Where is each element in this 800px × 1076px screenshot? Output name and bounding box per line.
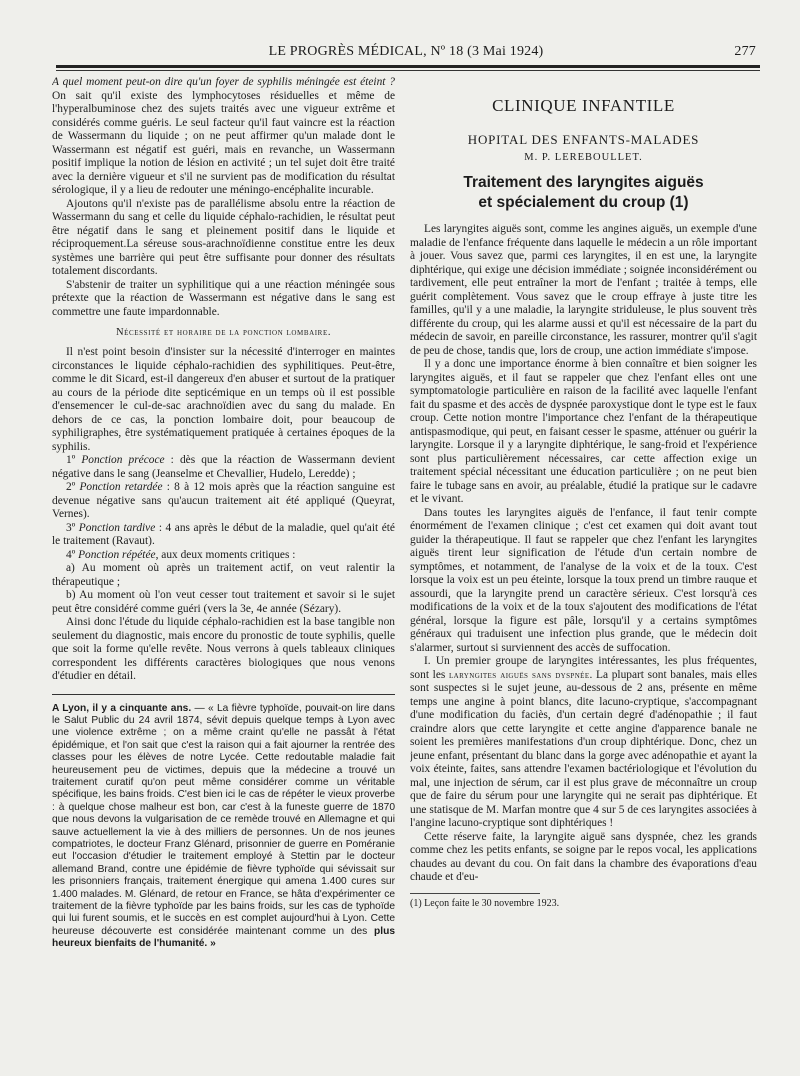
news-paragraph xyxy=(52,703,395,951)
footnote-rule xyxy=(410,893,540,894)
list-item xyxy=(52,549,395,563)
left-column xyxy=(52,76,395,951)
paragraph xyxy=(410,655,757,831)
paragraph: Les laryngites aiguës sont, comme les angines aiguës, un exemple d'une maladie de l'enfance fréquente dans laquelle le médecin a un rôle important à jouer. Vous savez que, parmi ces laryngites, il en est une, la laryngite diphtérique, qui exige une décision immédiate ; soignée inconsidérément ou tardivement, elle peut entraîner la mort de l'enfant ; traitée à temps, elle guérit complètement. Vous savez que le croup effraye à juste titre les familles, qu'il y a une maladie, la laryngite striduleuse, le plus souvent très différente du croup, qui les alarme aussi et qu'il est nécessaire de la part du médecin de savoir, en pareille circonstance, les rassurer, montrer qu'il s'agit de peu de chose, tandis que, lors de croup, une action immédiate s'impose. xyxy=(410,223,757,357)
lead-question: A quel moment peut-on dire qu'un foyer de syphilis méningée est éteint ? xyxy=(52,76,395,88)
list-item xyxy=(52,522,395,549)
list-item xyxy=(52,481,395,522)
paragraph-text: On sait qu'il existe des lymphocytoses résiduelles et même de l'hyperalbuminose chez des sujets traités avec une vigueur extrême et considérés comme guéris. Le seul facteur qu'il faut vaincre est la réaction de Wassermann du liquide ; on ne peut affirmer qu'un malade dont le Wassermann est négatif est guéri, mais en revanche, un Wassermann positif implique la notion de lésion en activité ; un tel sujet doit être traité avec la dernière vigueur et s'il ne survient pas de modification du résultat sérologique, il y a lieu de redouter une méningo-encéphalite incurable. xyxy=(52,89,395,196)
list-number: 3º xyxy=(66,521,79,534)
title-line: Traitement des laryngites aiguës xyxy=(463,174,704,191)
paragraph: Il y a donc une importance énorme à bien connaître et bien soigner les laryngites aiguës, et il faut se rappeler que chez l'enfant elles ont une symptomatologie particulière en raison de la facilité avec laquelle l'enfant fait du spasme et des accès de dyspnée paroxystique dont le type est le faux croup. Cette notion montre l'importance chez l'enfant de la thérapeutique antispasmodique, qui peut, en faisant cesser le spasme, atténuer ou guérir la laryngite. Lorsque il y a laryngite diphtérique, le sang-froid et l'expérience sont plus particulièrement nécessaires, car cette affection exige un traitement spécial nécessitant une éducation particulière ; on ne peut bien faire le tubage sans en avoir, au préalable, étudié la pratique sur le cadavre et le vivant. xyxy=(410,358,757,505)
paragraph xyxy=(52,76,395,198)
news-item xyxy=(52,703,395,951)
section-subheading: Nécessité et horaire de la ponction lombaire. xyxy=(115,327,332,338)
list-label: Ponction retardée xyxy=(79,481,163,493)
list-label: Ponction précoce xyxy=(81,454,165,466)
header-rule-thick xyxy=(56,65,760,68)
article-title xyxy=(410,173,757,213)
right-column xyxy=(410,76,757,910)
header-rule-thin xyxy=(56,70,760,71)
list-text: : 4 ans après le début de la maladie, quel qu'ait été le traitement (Ravaut). xyxy=(52,521,395,547)
paragraph: Ajoutons qu'il n'existe pas de parallélisme absolu entre la réaction de Wassermann du sang et celle du liquide céphalo-rachidien, le résultat peut être négatif dans le sang et pleinement positif dans le liquide et réciproquement.La séreuse sous-arachnoïdienne constitue entre les deux systèmes une barrière qui peut être suffisante pour donner des résultats totalement discordants. xyxy=(52,197,395,277)
list-number: 4º xyxy=(66,548,79,561)
paragraph: Cette réserve faite, la laryngite aiguë sans dyspnée, chez les grands comme chez les petits enfants, se soigne par le repos vocal, les applications chaudes au devant du cou. On fait dans la chambre des évaporations d'eau chaude et d'eu- xyxy=(410,830,757,883)
journal-title: LE PROGRÈS MÉDICAL, Nº 18 (3 Mai 1924) xyxy=(268,44,544,59)
list-subitem: b) Au moment où l'on veut cesser tout traitement et savoir si le sujet peut être considéré comme guéri (vers la 3e, 4e année (Sézary). xyxy=(52,589,395,615)
running-header xyxy=(56,44,756,64)
list-text: : dès que la réaction de Wassermann devient négative dans le sang (Jeanselme et Chevallier, Hudelo, Leredde) ; xyxy=(52,454,395,480)
paragraph-text: . La plupart sont banales, mais elles sont suspectes si le sujet jeune, au-dessous de 2 ans, présente en même temps une angine à point blancs, dite lacuno-cryptique, s'accompagnant d'une modification du faciès, d'un certain degré d'adénopathie ; il faut craindre alors que cette laryngite et cette angine d'apparence banale ne soient les premières manifestations d'un croup diphtérique. Donc, chez un jeune enfant, présentant du blanc dans la gorge avec adénopathie et ayant la voix éteinte, faites, sans attendre l'examen bactériologique et l'évolution du mal, une injection de sérum, car il est plus grave de méconnaître un croup que de faire du sérum pour une laryngite qui ne serait pas diphtérique. Et une statisque de M. Marfan montre que 4 sur 5 de ces laryngites associées à l'angine lacuno-cryptique sont diphtériques ! xyxy=(410,668,757,829)
paragraph: Dans toutes les laryngites aiguës de l'enfance, il faut tenir compte énormément de l'examen clinique ; c'est cet examen qui doit avant tout guider la thérapeutique. Il faut se rappeler que chez l'enfant les laryngites aiguës tirent leur signification de l'étude d'un certain nombre de symptômes, et notamment, de l'analyse de la voix et de la toux. C'est lorsque la voix est un peu éteinte, lorsque la toux prend un timbre rauque et assourdi, que la laryngite prend un caractère sérieux. C'est lorsqu'à ces modifications de la voix et de la toux s'ajoutent des modifications de l'état général, lorsque la figure est pâle, lorsqu'il y a certains symptômes généraux qui traduisent une infection plus grande, que le médecin doit s'alarmer, surtout si surviennent des accès de suffocation. xyxy=(410,506,757,654)
paragraph: S'abstenir de traiter un syphilitique qui a une réaction méningée sous prétexte que la réaction de Wassermann est négative dans le sang est commettre une faute impardonnable. xyxy=(52,278,395,318)
news-tail: plus heureux bienfaits de l'humanité. » xyxy=(52,925,395,950)
page-number: 277 xyxy=(734,44,756,59)
news-lead: A Lyon, il y a cinquante ans. xyxy=(52,702,192,714)
author-name: M. P. LEREBOULLET. xyxy=(524,152,643,163)
list-number: 1º xyxy=(66,454,82,466)
paragraph-text: I. Un premier groupe de laryngites intéressantes, les plus fréquentes, sont les xyxy=(410,655,757,681)
section-heading: CLINIQUE INFANTILE xyxy=(492,96,675,115)
title-line: et spécialement du croup xyxy=(478,194,666,211)
column-separator xyxy=(52,694,395,695)
paragraph: Ainsi donc l'étude du liquide céphalo-rachidien est la base tangible non seulement du diagnostic, mais encore du pronostic de toute syphilis, quelle que soit la forme qu'elle revête. Nous verrons à quels tableaux cliniques correspondent les différents caractères biologiques que nous venons d'étudier en détail. xyxy=(52,616,395,682)
list-item xyxy=(52,454,395,481)
small-caps-term: laryngites aiguës sans dyspnée xyxy=(448,669,590,681)
footnote-ref: (1) xyxy=(665,194,689,211)
list-label: Ponction répétée xyxy=(78,548,156,561)
footnote: (1) Leçon faite le 30 novembre 1923. xyxy=(410,897,560,909)
list-number: 2º xyxy=(66,481,80,493)
list-subitem: a) Au moment où après un traitement actif, on veut ralentir la thérapeutique ; xyxy=(52,562,395,588)
hospital-name: HOPITAL DES ENFANTS-MALADES xyxy=(467,132,700,147)
list-label: Ponction tardive xyxy=(78,521,156,534)
list-text: , aux deux moments critiques : xyxy=(155,548,296,561)
news-text: — « La fièvre typhoïde, pouvait-on lire dans le Salut Public du 24 avril 1874, sévit depuis quelque temps à Lyon avec une violence extrême ; on a même craint qu'elle ne passât à l'état épidémique, et l'on sait que c'est la raison qui a fait ajourner la rentrée des classes pour les élèves de notre Lycée. Cette redoutable maladie fait heureusement peu de victimes, depuis que la médecine a trouvé un traitement curatif qu'on peut même considérer comme un véritable spécifique, les bains froids. C'est bien ici le cas de répéter le vieux proverbe : à quelque chose malheur est bon, car c'est à la funeste guerre de 1870 que nous devons la vulgarisation de ce remède trouvé en Allemagne et qui sauve actuellement la vie à des milliers de personnes. Un de nos jeunes compatriotes, le docteur Franz Glénard, prisonnier de guerre en Poméranie eut l'occasion d'étudier le traitement employé à Stettin par le docteur allemand Brand, contre une épidémie de fièvre typhoïde qui sévissait sur les prisonniers français, traitement énergique qui amena 1.400 cures sur 1.400 malades. M. Glénard, de retour en France, se hâta d'expérimenter ce traitement de la fièvre typhoïde par les bains froids, sur les cas de typhoïde qui lui furent soumis, et le succès en est complet aujourd'hui à Lyon. Cette heureuse découverte est considérée maintenant comme un des xyxy=(52,702,395,937)
list-text: : 8 à 12 mois après que la réaction sanguine est devenue négative sans qu'aucun traitement ait été appliqué (Queyrat, Vernes). xyxy=(52,481,395,520)
paragraph: Il n'est point besoin d'insister sur la nécessité d'interroger en maintes circonstances le liquide céphalo-rachidien des syphilitiques. Peut-être, comme le dit Sicard, est-il dangereux d'en abuser et surtout de la pratiquer au cours de la période dite septicémique en un temps où il est possible d'ensemencer le cul-de-sac arachnoïdien avec du sang du malade. En dehors de ce cas, la ponction lombaire doit, pour beaucoup de syphiligraphes, être systématiquement pratiquée à certaines époques de la syphilis. xyxy=(52,346,395,453)
